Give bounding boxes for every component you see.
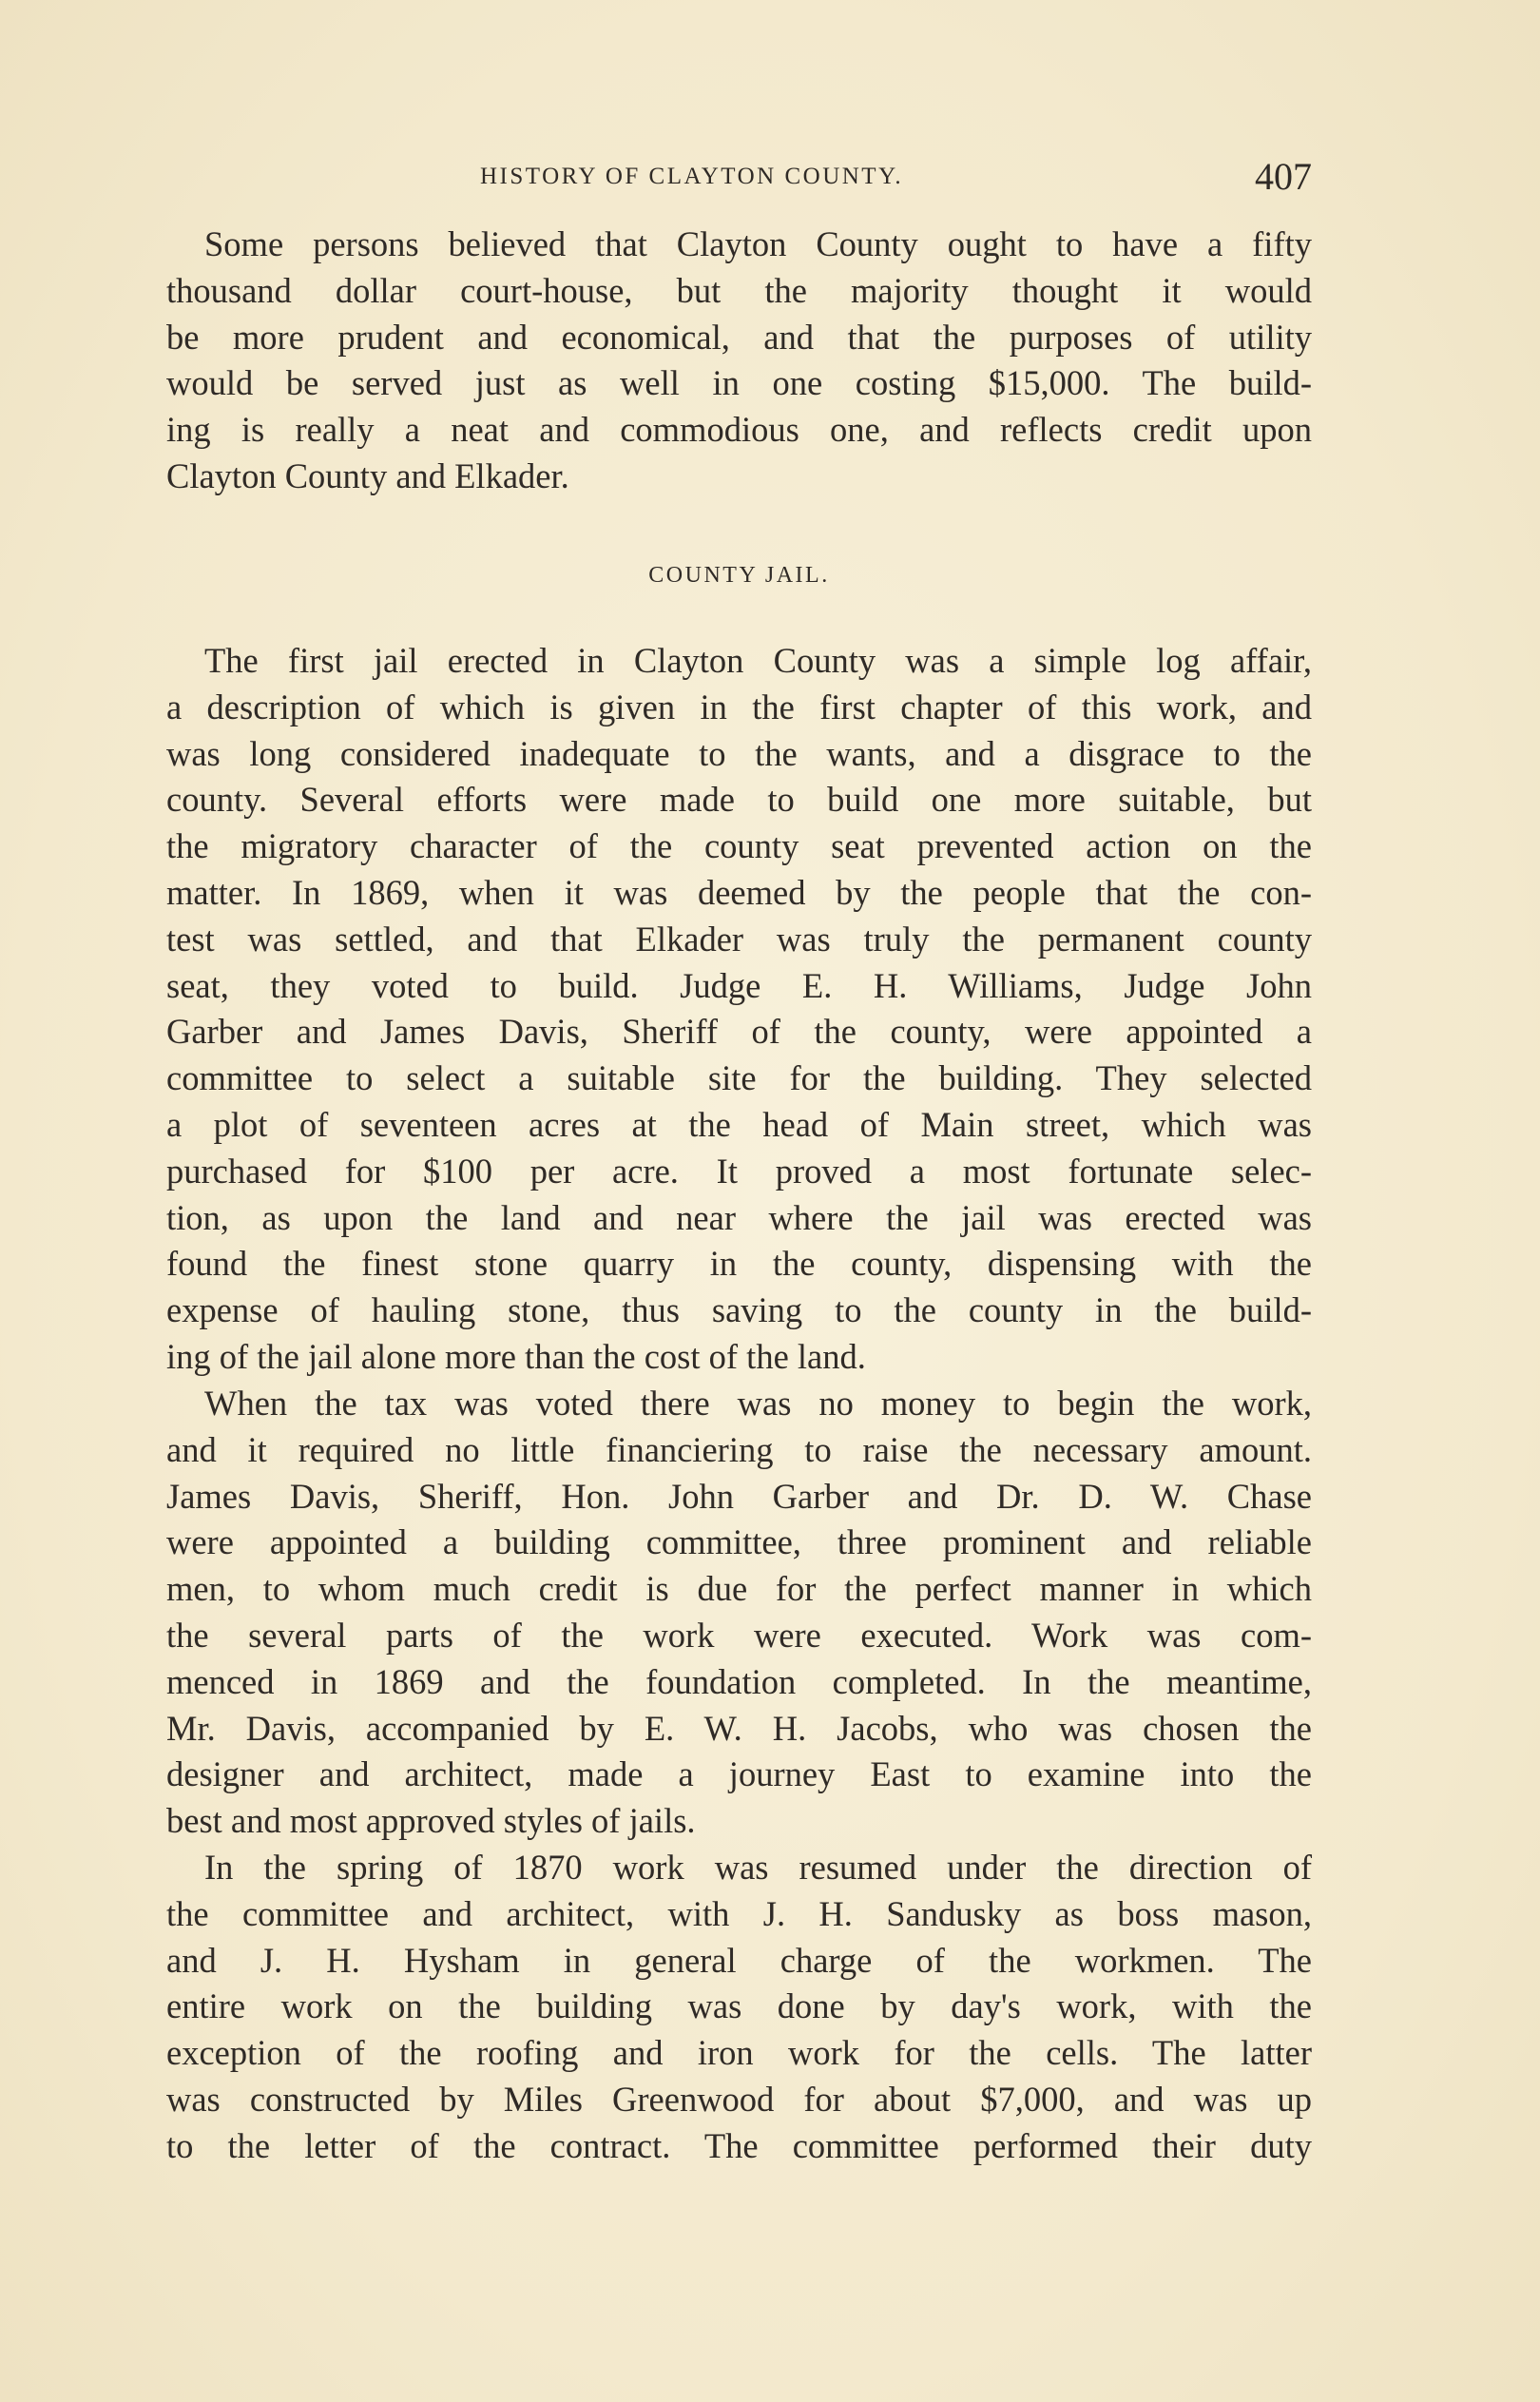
text-line: exception of the roofing and iron work for the cells. The latter [166, 2033, 1312, 2073]
text-line: expense of hauling stone, thus saving to the county in the build- [166, 1290, 1312, 1330]
text-line: ing of the jail alone more than the cost of the land. [166, 1336, 866, 1376]
running-title: HISTORY OF CLAYTON COUNTY. [480, 164, 904, 189]
text-line: committee to select a suitable site for the building. They selected [166, 1058, 1312, 1098]
text-line: tion, as upon the land and near where the jail was erected was [166, 1197, 1312, 1237]
text-line: When the tax was voted there was no money to begin the work, [204, 1384, 1312, 1423]
paragraph-courthouse [166, 222, 1312, 500]
text-line: Mr. Davis, accompanied by E. W. H. Jacobs, who was chosen the [166, 1708, 1312, 1748]
text-line: Clayton County and Elkader. [166, 455, 569, 495]
section-heading: COUNTY JAIL. [648, 563, 830, 588]
text-line: men, to whom much credit is due for the perfect manner in which [166, 1569, 1312, 1609]
text-line: Garber and James Davis, Sheriff of the county, were appointed a [166, 1012, 1312, 1052]
text-line: menced in 1869 and the foundation completed. In the meantime, [166, 1661, 1312, 1701]
text-line: entire work on the building was done by day's work, with the [166, 1986, 1312, 2026]
text-line: In the spring of 1870 work was resumed under the direction of [204, 1848, 1312, 1887]
text-line: purchased for $100 per acre. It proved a most fortunate selec- [166, 1151, 1312, 1191]
text-line: was long considered inadequate to the wants, and a disgrace to the [166, 733, 1312, 773]
text-line: was constructed by Miles Greenwood for about $7,000, and was up [166, 2079, 1312, 2119]
text-line: and it required no little financiering to raise the necessary amount. [166, 1429, 1312, 1469]
text-line: Some persons believed that Clayton County ought to have a fifty [204, 224, 1312, 263]
text-line: were appointed a building committee, three prominent and reliable [166, 1522, 1312, 1562]
paragraph-first-jail [166, 638, 1312, 1381]
text-line: the committee and architect, with J. H. Sandusky as boss mason, [166, 1893, 1312, 1933]
text-line: the migratory character of the county seat prevented action on the [166, 826, 1312, 866]
text-line: matter. In 1869, when it was deemed by the people that the con- [166, 872, 1312, 912]
text-line: test was settled, and that Elkader was truly the permanent county [166, 919, 1312, 959]
text-line: to the letter of the contract. The committee performed their duty [166, 2125, 1312, 2165]
text-line: a plot of seventeen acres at the head of Main street, which was [166, 1104, 1312, 1144]
text-line: thousand dollar court-house, but the majority thought it would [166, 270, 1312, 310]
page-number: 407 [1255, 155, 1312, 198]
text-line: a description of which is given in the first chapter of this work, and [166, 687, 1312, 726]
paragraph-building-committee [166, 1381, 1312, 1845]
text-line: be more prudent and economical, and that the purposes of utility [166, 317, 1312, 357]
paragraph-construction [166, 1845, 1312, 2170]
text-line: and J. H. Hysham in general charge of the workmen. The [166, 1940, 1312, 1980]
text-line: found the finest stone quarry in the county, dispensing with the [166, 1244, 1312, 1284]
text-line: best and most approved styles of jails. [166, 1801, 696, 1841]
text-line: the several parts of the work were executed. Work was com- [166, 1615, 1312, 1655]
text-line: ing is really a neat and commodious one, and reflects credit upon [166, 410, 1312, 450]
text-line: James Davis, Sheriff, Hon. John Garber and Dr. D. W. Chase [166, 1476, 1312, 1516]
text-line: seat, they voted to build. Judge E. H. Williams, Judge John [166, 965, 1312, 1005]
text-line: designer and architect, made a journey East to examine into the [166, 1754, 1312, 1794]
text-line: would be served just as well in one costing $15,000. The build- [166, 363, 1312, 403]
text-line: county. Several efforts were made to build one more suitable, but [166, 780, 1312, 820]
text-line: The first jail erected in Clayton County was a simple log affair, [204, 641, 1312, 680]
page-header [166, 154, 1312, 202]
